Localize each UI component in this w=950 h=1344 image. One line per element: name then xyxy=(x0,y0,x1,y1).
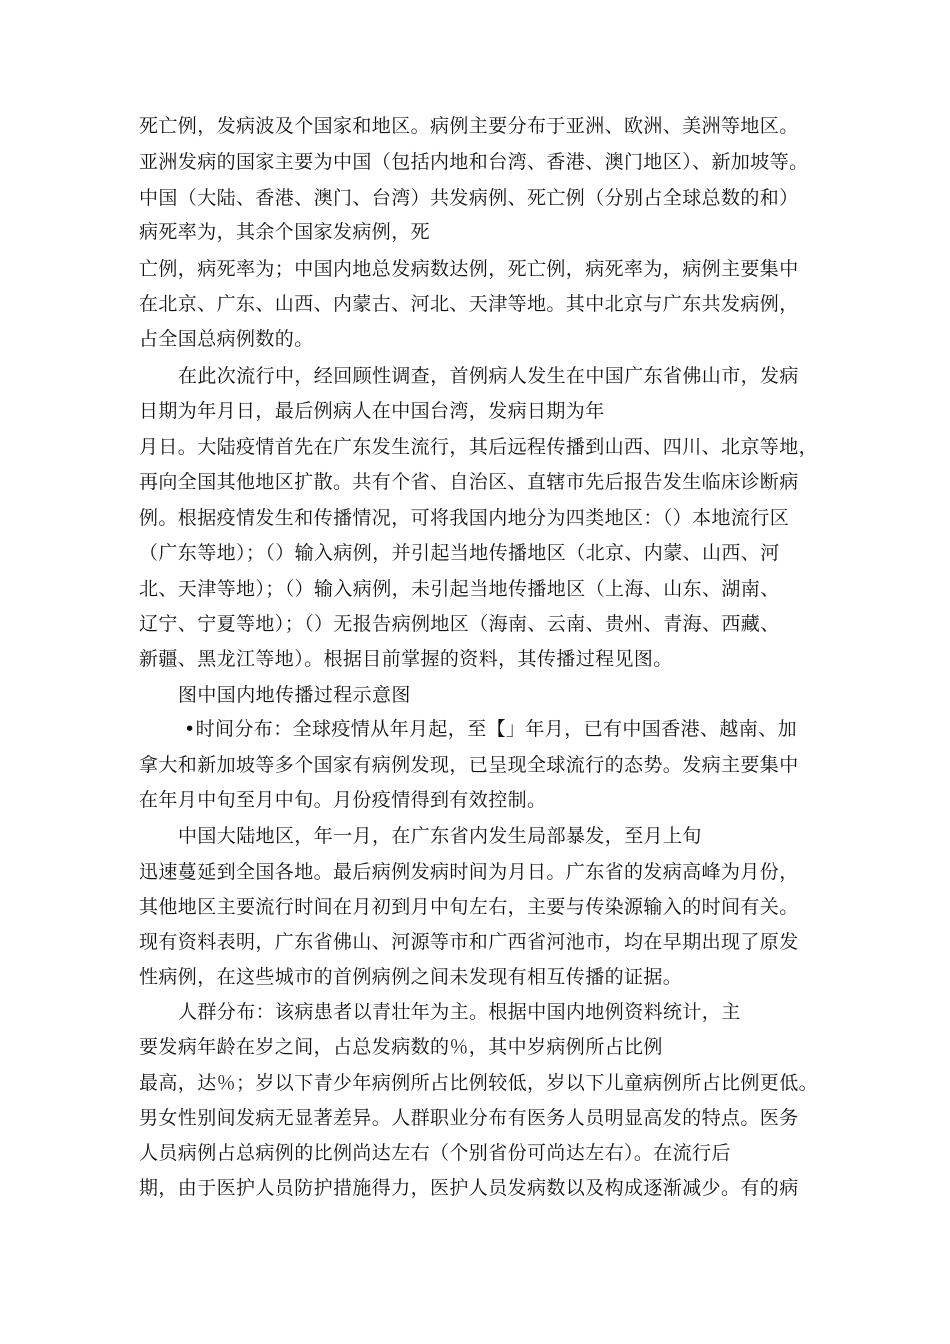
text-line: 在北京、广东、山西、内蒙古、河北、天津等地。其中北京与广东共发病例， xyxy=(139,293,799,315)
text-line: 现有资料表明，广东省佛山、河源等市和广西省河池市，均在早期出现了原发 xyxy=(139,931,799,953)
text-line: 人员病例占总病例的比例尚达左右（个别省份可尚达左右）。在流行后 xyxy=(139,1142,731,1164)
text-line: 例。根据疫情发生和传播情况，可将我国内地分为四类地区：（）本地流行区 xyxy=(139,507,790,529)
text-line: 最高，达％；岁以下青少年病例所占比例较低，岁以下儿童病例所占比例更低。 xyxy=(139,1072,819,1094)
text-line: （广东等地）；（）输入病例，并引起当地传播地区（北京、内蒙、山西、河 xyxy=(139,542,780,564)
text-line: 月日。大陆疫情首先在广东发生流行，其后远程传播到山西、四川、北京等地， xyxy=(139,436,819,458)
text-line: 死亡例，发病波及个国家和地区。病例主要分布于亚洲、欧洲、美洲等地区。 xyxy=(139,115,799,137)
text-line: 其他地区主要流行时间在月初到月中旬左右，主要与传染源输入的时间有关。 xyxy=(139,896,799,918)
text-line: 辽宁、宁夏等地）；（）无报告病例地区（海南、云南、贵州、青海、西藏、 xyxy=(139,613,780,635)
text-line: 日期为年月日，最后例病人在中国台湾，发病日期为年 xyxy=(139,400,605,422)
text-line: 亡例，病死率为；中国内地总发病数达例，死亡例，病死率为，病例主要集中 xyxy=(139,258,799,280)
text-line: 性病例，在这些城市的首例病例之间未发现有相互传播的证据。 xyxy=(139,966,683,988)
text-line: 男女性别间发病无显著差异。人群职业分布有医务人员明显高发的特点。医务 xyxy=(139,1107,799,1129)
text-line: 病死率为，其余个国家发病例，死 xyxy=(139,221,431,243)
text-line: 北、天津等地）；（）输入病例，未引起当地传播地区（上海、山东、湖南、 xyxy=(139,578,780,600)
text-line: 新疆、黑龙江等地）。根据目前掌握的资料，其传播过程见图。 xyxy=(139,648,673,670)
text-line: 中国（大陆、香港、澳门、台湾）共发病例、死亡例（分别占全球总数的和） xyxy=(139,187,799,209)
figure-caption: 图中国内地传播过程示意图 xyxy=(178,684,411,706)
text-line: 亚洲发病的国家主要为中国（包括内地和台湾、香港、澳门地区）、新加坡等。 xyxy=(139,151,809,173)
text-line: 在年月中旬至月中旬。月份疫情得到有效控制。 xyxy=(139,789,547,811)
bullet-line: •时间分布：全球疫情从年月起，至【」年月，已有中国香港、越南、加 xyxy=(184,718,798,740)
paragraph-start-line: 在此次流行中，经回顾性调查，首例病人发生在中国广东省佛山市，发病 xyxy=(178,365,799,387)
paragraph-start-line: 中国大陆地区，年一月，在广东省内发生局部暴发，至月上旬 xyxy=(178,825,702,847)
text-line: 要发病年龄在岁之间，占总发病数的％，其中岁病例所占比例 xyxy=(139,1036,663,1058)
text-line: 期，由于医护人员防护措施得力，医护人员发病数以及构成逐渐减少。有的病 xyxy=(139,1177,799,1199)
text-line: 迅速蔓延到全国各地。最后病例发病时间为月日。广东省的发病高峰为月份， xyxy=(139,861,799,883)
paragraph-start-line: 人群分布：该病患者以青壮年为主。根据中国内地例资料统计，主 xyxy=(178,1001,741,1023)
text-line: 占全国总病例数的。 xyxy=(139,328,314,350)
text-line: 拿大和新加坡等多个国家有病例发现，已呈现全球流行的态势。发病主要集中 xyxy=(139,754,799,776)
text-line: 再向全国其他地区扩散。共有个省、自治区、直辖市先后报告发生临床诊断病 xyxy=(139,471,799,493)
